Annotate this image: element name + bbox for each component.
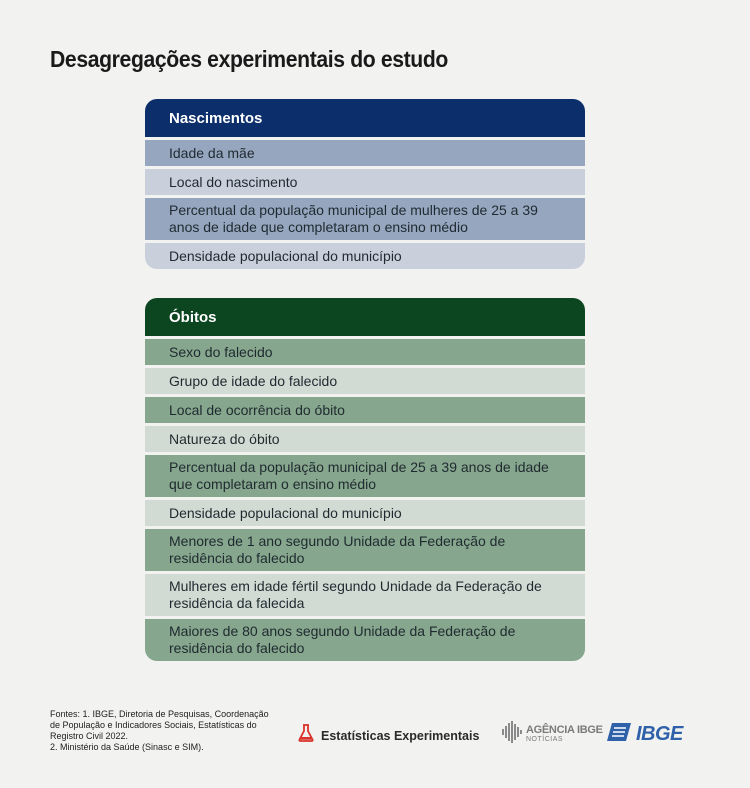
deaths-item: Sexo do falecido [145, 339, 585, 365]
ibge-logo [606, 722, 683, 747]
agency-ibge-label: AGÊNCIA IBGE [526, 724, 603, 736]
sources-line: 2. Ministério da Saúde (Sinasc e SIM). [50, 742, 204, 752]
deaths-item: Densidade populacional do município [145, 500, 585, 526]
agency-news-label: NOTÍCIAS [526, 736, 564, 743]
births-item: Percentual da população municipal de mulheres de 25 a 39 anos de idade que completaram o ensino médio [145, 198, 585, 240]
agency-grid-icon [502, 721, 522, 748]
births-heading: Nascimentos [145, 99, 585, 137]
deaths-item: Maiores de 80 anos segundo Unidade da Federação de residência do falecido [145, 619, 585, 661]
deaths-item: Local de ocorrência do óbito [145, 397, 585, 423]
deaths-item: Mulheres em idade fértil segundo Unidade da Federação de residência da falecida [145, 574, 585, 616]
sources-line: Fontes: 1. IBGE, Diretoria de Pesquisas, Coordenação de População e Indicadores Sociais, Estatísticas do Registro Civil 2022. [50, 709, 269, 741]
deaths-item: Natureza do óbito [145, 426, 585, 452]
experimental-statistics-label: Estatísticas Experimentais [321, 728, 480, 743]
sources-note [50, 709, 275, 753]
births-item: Idade da mãe [145, 140, 585, 166]
deaths-item: Percentual da população municipal de 25 a 39 anos de idade que completaram o ensino médio [145, 455, 585, 497]
experimental-statistics-logo [298, 724, 479, 747]
page-title: Desagregações experimentais do estudo [50, 46, 448, 72]
agency-ibge-logo [502, 721, 603, 748]
deaths-item: Menores de 1 ano segundo Unidade da Federação de residência do falecido [145, 529, 585, 571]
flask-icon [298, 724, 314, 747]
births-item: Densidade populacional do município [145, 243, 585, 269]
deaths-heading: Óbitos [145, 298, 585, 336]
ibge-label: IBGE [636, 723, 683, 745]
births-panel [145, 99, 585, 269]
deaths-panel [145, 298, 585, 661]
ibge-emblem-icon [606, 722, 632, 747]
births-item: Local do nascimento [145, 169, 585, 195]
deaths-item: Grupo de idade do falecido [145, 368, 585, 394]
